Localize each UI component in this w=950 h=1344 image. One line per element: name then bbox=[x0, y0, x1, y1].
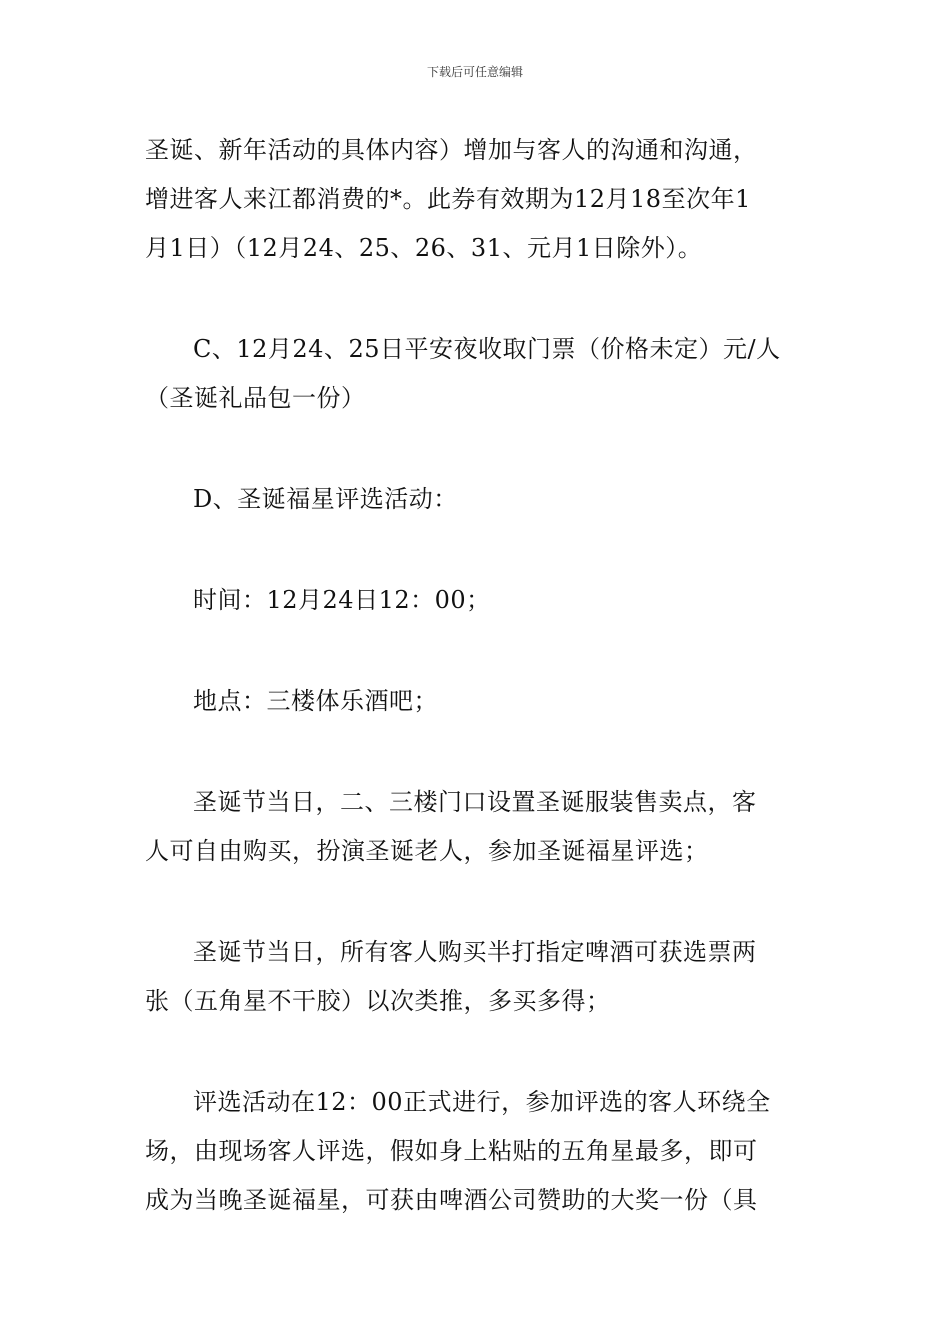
text-line: （圣诞礼品包一份） bbox=[145, 384, 366, 412]
text-line: 圣诞节当日，所有客人购买半打指定啤酒可获选票两 bbox=[193, 938, 757, 966]
text-line: 场，由现场客人评选，假如身上粘贴的五角星最多，即可 bbox=[145, 1137, 758, 1165]
text-line: 时间：12月24日12：00； bbox=[193, 586, 491, 614]
paragraph-spacer bbox=[145, 273, 810, 325]
paragraph-spacer bbox=[145, 423, 810, 475]
text-line: 月1日）（12月24、25、26、31、元月1日除外）。 bbox=[145, 234, 703, 262]
text-line: 圣诞节当日，二、三楼门口设置圣诞服装售卖点，客 bbox=[193, 788, 757, 816]
text-line: C、12月24、25日平安夜收取门票（价格未定）元/人 bbox=[193, 335, 781, 363]
paragraph-spacer bbox=[145, 726, 810, 778]
text-line: 人可自由购买，扮演圣诞老人，参加圣诞福星评选； bbox=[145, 837, 709, 865]
text-line: 圣诞、新年活动的具体内容）增加与客人的沟通和沟通， bbox=[145, 136, 758, 164]
paragraph-spacer bbox=[145, 1026, 810, 1078]
paragraph-spacer bbox=[145, 625, 810, 677]
document-body bbox=[145, 126, 810, 1225]
paragraph-activity-content bbox=[145, 126, 810, 273]
page-header: 下载后可任意编辑 bbox=[426, 65, 523, 79]
paragraph-costume-sales bbox=[145, 778, 810, 876]
paragraph-spacer bbox=[145, 876, 810, 928]
text-line: 成为当晚圣诞福星，可获由啤酒公司赞助的大奖一份（具 bbox=[145, 1186, 758, 1214]
text-line: D、圣诞福星评选活动： bbox=[193, 485, 458, 513]
paragraph-time bbox=[145, 576, 810, 625]
text-line: 地点：三楼体乐酒吧； bbox=[193, 687, 438, 715]
paragraph-voting-tickets bbox=[145, 928, 810, 1026]
paragraph-location bbox=[145, 677, 810, 726]
text-line: 张（五角星不干胶）以次类推，多买多得； bbox=[145, 987, 611, 1015]
paragraph-selection-process bbox=[145, 1078, 810, 1225]
paragraph-spacer bbox=[145, 524, 810, 576]
text-line: 评选活动在12：00正式进行，参加评选的客人环绕全 bbox=[193, 1088, 771, 1116]
paragraph-ticket bbox=[145, 325, 810, 423]
paragraph-lucky-star-heading bbox=[145, 475, 810, 524]
text-line: 增进客人来江都消费的*。此券有效期为12月18至次年1 bbox=[145, 185, 751, 213]
